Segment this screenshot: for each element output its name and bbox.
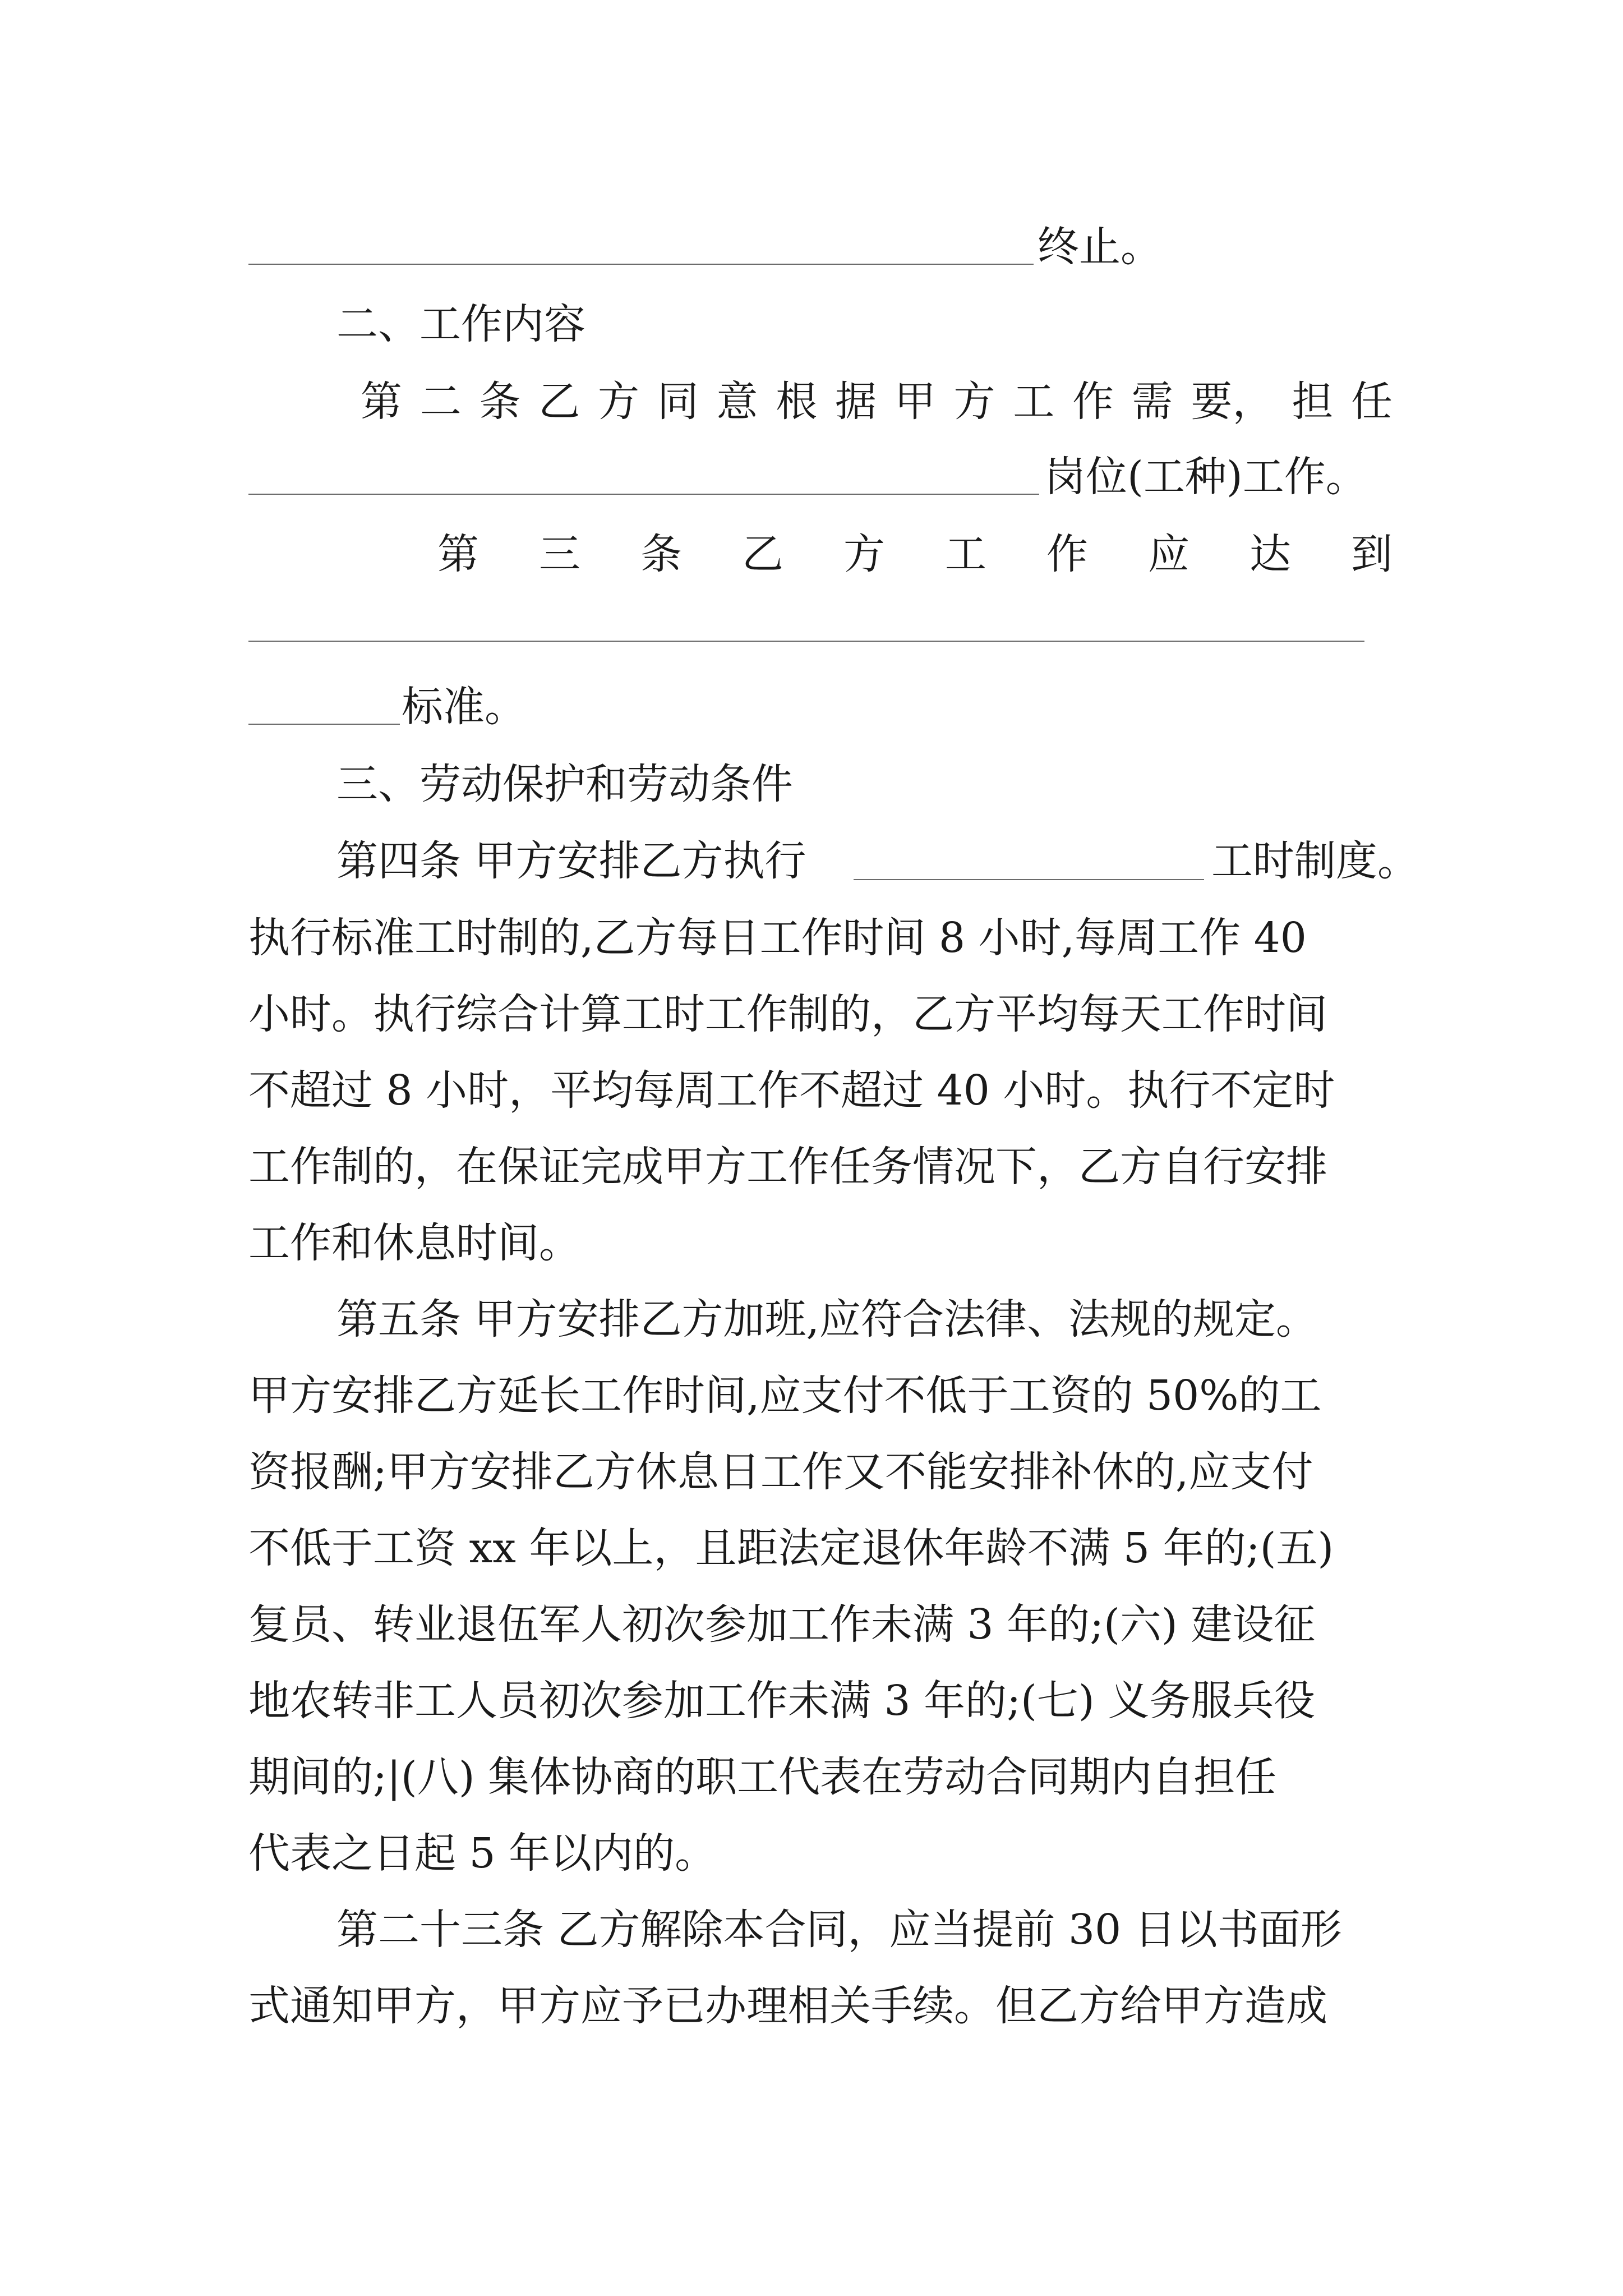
spread-char: 条	[640, 530, 682, 578]
text-line: 第四条 甲方安排乙方执行	[336, 837, 806, 885]
spread-char: 意	[716, 378, 758, 426]
text-line: 终止。	[1038, 223, 1162, 271]
text-line: 甲方安排乙方延长工作时间,应支付不低于工资的 50%的工	[248, 1372, 1322, 1420]
spread-char: 根	[776, 378, 818, 426]
spread-char: 第	[361, 378, 402, 426]
text-line: 期间的;|(八) 集体协商的职工代表在劳动合同期内自担任	[248, 1753, 1277, 1801]
spread-char: 二	[419, 378, 462, 426]
spread-char: 乙	[538, 378, 580, 426]
text-line: 复员、转业退伍军人初次参加工作未满 3 年的;(六) 建设征	[248, 1600, 1316, 1649]
spread-char: 应	[1148, 530, 1189, 578]
spread-char: 据	[835, 378, 877, 426]
spread-char: 乙	[742, 530, 783, 578]
blank-line	[854, 879, 1204, 880]
spread-char: 同	[657, 378, 699, 426]
text-line: 代表之日起 5 年以内的。	[248, 1829, 717, 1878]
text-line: 资报酬;甲方安排乙方休息日工作又不能安排补休的,应支付	[248, 1448, 1313, 1496]
spread-char: 需	[1131, 378, 1173, 426]
spread-char: 第	[437, 530, 479, 578]
blank-line	[248, 494, 1039, 495]
text-line: 工时制度。	[1211, 837, 1419, 885]
spread-char: 甲	[894, 378, 936, 426]
text-line: 式通知甲方，甲方应予已办理相关手续。但乙方给甲方造成	[248, 1982, 1327, 2030]
text-line: 地农转非工人员初次参加工作未满 3 年的;(七) 义务服兵役	[248, 1677, 1316, 1725]
spread-char: 作	[1072, 378, 1114, 426]
spread-char: 条	[479, 378, 521, 426]
article-2-line	[361, 364, 1393, 440]
spread-char: 方	[843, 530, 885, 578]
article-3-line	[437, 516, 1393, 592]
text-line: 工作和休息时间。	[248, 1219, 580, 1267]
text-line: 工作制的，在保证完成甲方工作任务情况下，乙方自行安排	[248, 1143, 1327, 1191]
text-line: 岗位(工种)工作。	[1044, 453, 1367, 501]
text-line: 第二十三条 乙方解除本合同，应当提前 30 日以书面形	[336, 1906, 1342, 1954]
text-line: 不超过 8 小时，平均每周工作不超过 40 小时。执行不定时	[248, 1066, 1335, 1115]
text-line: 不低于工资 xx 年以上，且距法定退休年龄不满 5 年的;(五)	[248, 1524, 1334, 1572]
section-heading: 三、劳动保护和劳动条件	[336, 760, 793, 808]
blank-line	[248, 724, 400, 725]
spread-char: 到	[1351, 530, 1393, 578]
spread-char: 达	[1249, 530, 1291, 578]
spread-char: 任	[1351, 378, 1393, 426]
spread-char: 作	[1046, 530, 1088, 578]
spread-char: 三	[539, 530, 580, 578]
blank-line	[248, 641, 1364, 642]
spread-char: 工	[1013, 378, 1055, 426]
spread-char: 方	[953, 378, 995, 426]
text-line: 小时。执行综合计算工时工作制的，乙方平均每天工作时间	[248, 990, 1327, 1038]
blank-line	[248, 264, 1034, 265]
section-heading: 二、工作内容	[336, 300, 585, 348]
spread-char: 要，	[1191, 378, 1274, 426]
text-line: 标准。	[402, 683, 526, 731]
text-line: 第五条 甲方安排乙方加班,应符合法律、法规的规定。	[336, 1295, 1318, 1343]
spread-char: 担	[1292, 378, 1334, 426]
text-line: 执行标准工时制的,乙方每日工作时间 8 小时,每周工作 40	[248, 914, 1307, 962]
spread-char: 方	[598, 378, 639, 426]
spread-char: 工	[945, 530, 986, 578]
